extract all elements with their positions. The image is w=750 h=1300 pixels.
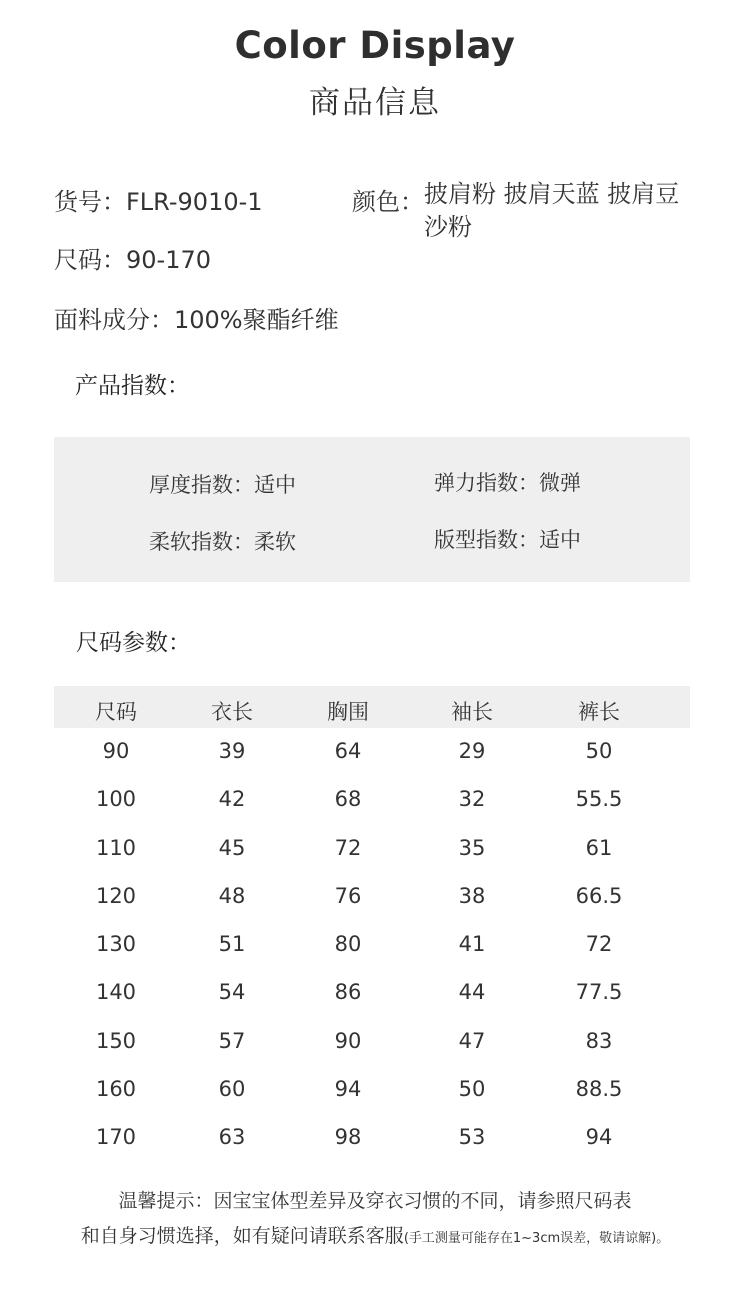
table-row [54,976,690,1024]
page-title-en: Color Display [234,24,516,67]
thickness-index: 厚度指数：适中 [149,473,296,497]
index-heading: 产品指数： [75,373,190,399]
table-cell: 150 [95,1028,137,1053]
table-cell: 140 [95,980,137,1005]
page-title-cn: 商品信息 [309,85,441,121]
column-header-sleeve: 袖长 [451,700,493,724]
table-cell: 88.5 [575,1077,623,1102]
table-cell: 57 [218,1028,246,1053]
table-cell: 90 [102,739,130,763]
table-cell: 98 [334,1125,362,1150]
table-cell: 50 [458,1077,486,1102]
table-cell: 86 [334,980,362,1005]
table-cell: 76 [334,883,362,908]
color-value: 披肩粉 披肩天蓝 披肩豆沙粉 [424,180,680,241]
table-cell: 41 [458,932,486,957]
table-cell: 77.5 [575,980,623,1005]
table-cell: 72 [334,835,362,860]
table-cell: 39 [218,739,246,763]
table-cell: 80 [334,932,362,957]
column-header-chest: 胸围 [327,700,369,724]
color-label: 颜色： [352,188,424,216]
table-row [54,928,690,976]
table-cell: 64 [334,739,362,763]
table-cell: 45 [218,835,246,860]
softness-index: 柔软指数：柔软 [149,530,296,554]
table-cell: 55.5 [575,787,623,812]
column-header-pants: 裤长 [578,700,620,724]
table-cell: 47 [458,1028,486,1053]
table-row [54,880,690,928]
tip-line-2-note: (手工测量可能存在1~3cm误差，敬请谅解)。 [403,1231,670,1246]
table-cell: 29 [458,739,486,763]
table-row [54,1121,690,1169]
table-row [54,832,690,880]
product-index-panel [54,437,690,582]
table-cell: 51 [218,932,246,957]
table-cell: 90 [334,1028,362,1053]
color-info [352,182,697,244]
table-cell: 48 [218,883,246,908]
size-table-body [54,735,690,1170]
fit-index: 版型指数：适中 [434,528,581,552]
table-cell: 68 [334,787,362,812]
table-cell: 66.5 [575,883,623,908]
size-heading: 尺码参数： [76,630,191,656]
column-header-size: 尺码 [95,700,137,724]
table-cell: 35 [458,835,486,860]
size-table-header [54,686,690,728]
table-cell: 110 [95,835,137,860]
table-row [54,1025,690,1073]
table-cell: 60 [218,1077,246,1102]
table-cell: 61 [585,835,613,860]
fabric-composition: 面料成分：100%聚酯纤维 [54,306,339,334]
table-cell: 42 [218,787,246,812]
size-table [54,686,690,1163]
table-row [54,783,690,831]
column-header-length: 衣长 [211,700,253,724]
item-number: 货号：FLR-9010-1 [54,188,263,216]
table-cell: 38 [458,883,486,908]
table-cell: 44 [458,980,486,1005]
table-cell: 63 [218,1125,246,1150]
table-cell: 72 [585,932,613,957]
tip-line-2 [0,1221,750,1248]
table-cell: 53 [458,1125,486,1150]
tip-line-2-main: 和自身习惯选择，如有疑问请联系客服 [80,1225,404,1247]
table-row [54,735,690,783]
table-cell: 54 [218,980,246,1005]
table-cell: 100 [95,787,137,812]
size-range: 尺码：90-170 [54,246,212,274]
table-cell: 32 [458,787,486,812]
table-cell: 83 [585,1028,613,1053]
table-cell: 130 [95,932,137,957]
elasticity-index: 弹力指数：微弹 [434,471,581,495]
tip-line-1: 温馨提示：因宝宝体型差异及穿衣习惯的不同，请参照尺码表 [118,1190,632,1212]
table-cell: 94 [334,1077,362,1102]
table-cell: 160 [95,1077,137,1102]
table-cell: 94 [585,1125,613,1150]
table-cell: 120 [95,883,137,908]
table-row [54,1073,690,1121]
table-cell: 50 [585,739,613,763]
table-cell: 170 [95,1125,137,1150]
